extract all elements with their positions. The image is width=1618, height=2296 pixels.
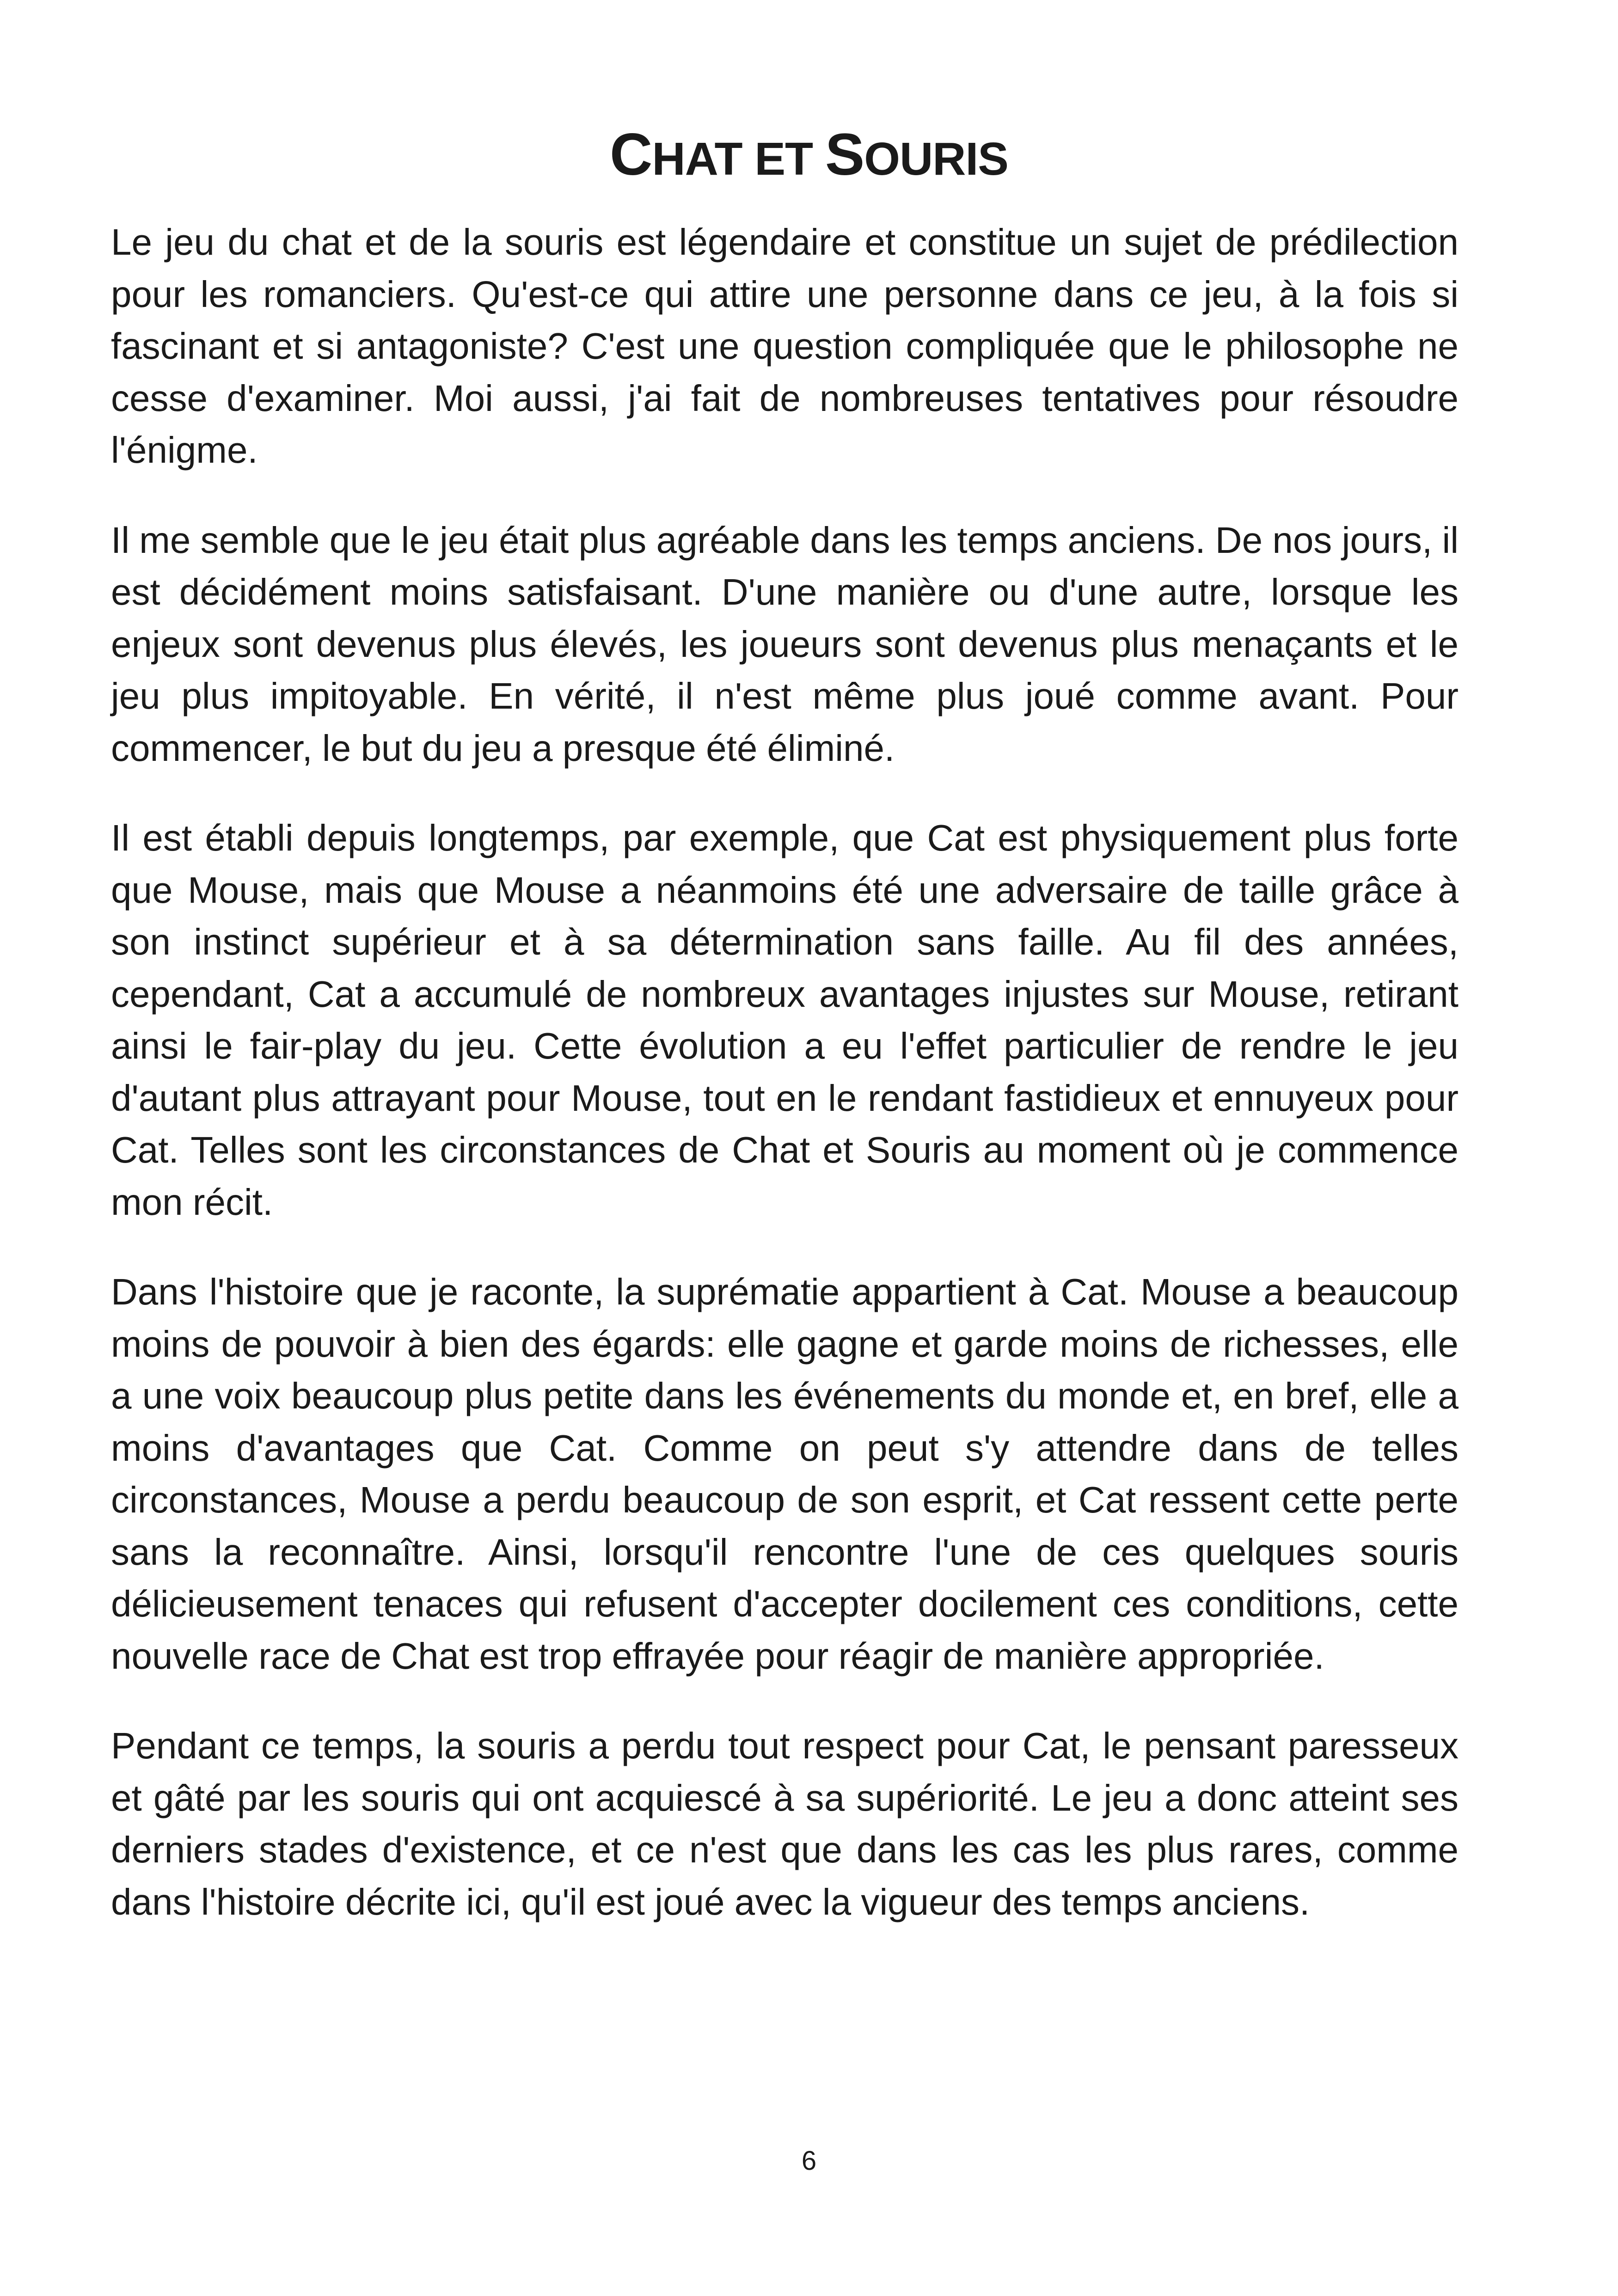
paragraph-1: Le jeu du chat et de la souris est légendaire et constitue un sujet de prédilection pour les romanciers. Qu'est-ce qui attire une personne dans ce jeu, à la fois si fascinant et si antagoniste? C'est une question compliquée que le philosophe ne cesse d'examiner. Moi aussi, j'ai fait de nombreuses tentatives pour résoudre l'énigme. [111,221,1459,471]
page-title [0,118,1618,196]
title-initial: S [825,122,864,188]
paragraph-4: Dans l'histoire que je raconte, la suprématie appartient à Cat. Mouse a beaucoup moins de pouvoir à bien des égards: elle gagne et garde moins de richesses, elle a une voix beaucoup plus petite dans les événements du monde et, en bref, elle a moins d'avantages que Cat. Comme on peut s'y attendre dans de telles circonstances, Mouse a perdu beaucoup de son esprit, et Cat ressent cette perte sans la reconnaître. Ainsi, lorsqu'il rencontre l'une de ces quelques souris délicieusement tenaces qui refusent d'accepter docilement ces conditions, cette nouvelle race de Chat est trop effrayée pour réagir de manière appropriée. [111,1271,1459,1677]
title-initial: C [610,122,652,188]
paragraph-5: Pendant ce temps, la souris a perdu tout respect pour Cat, le pensant paresseux et gâté par les souris qui ont acquiescé à sa supériorité. Le jeu a donc atteint ses derniers stades d'existence, et ce n'est que dans les cas les plus rares, comme dans l'histoire décrite ici, qu'il est joué avec la vigueur des temps anciens. [111,1725,1459,1923]
body-text [111,216,1459,1966]
title-smallcaps: OURIS [864,133,1008,185]
paragraph-3: Il est établi depuis longtemps, par exemple, que Cat est physiquement plus forte que Mouse, mais que Mouse a néanmoins été une adversaire de taille grâce à son instinct supérieur et à sa détermination sans faille. Au fil des années, cependant, Cat a accumulé de nombreux avantages injustes sur Mouse, retirant ainsi le fair-play du jeu. Cette évolution a eu l'effet particulier de rendre le jeu d'autant plus attrayant pour Mouse, tout en le rendant fastidieux et ennuyeux pour Cat. Telles sont les circonstances de Chat et Souris au moment où je commence mon récit. [111,817,1459,1223]
page-number: 6 [801,2146,817,2176]
paragraph-2: Il me semble que le jeu était plus agréable dans les temps anciens. De nos jours, il est décidément moins satisfaisant. D'une manière ou d'une autre, lorsque les enjeux sont devenus plus élevés, les joueurs sont devenus plus menaçants et le jeu plus impitoyable. En vérité, il n'est même plus joué comme avant. Pour commencer, le but du jeu a presque été éliminé. [111,519,1459,769]
title-smallcaps: HAT ET [652,133,825,185]
